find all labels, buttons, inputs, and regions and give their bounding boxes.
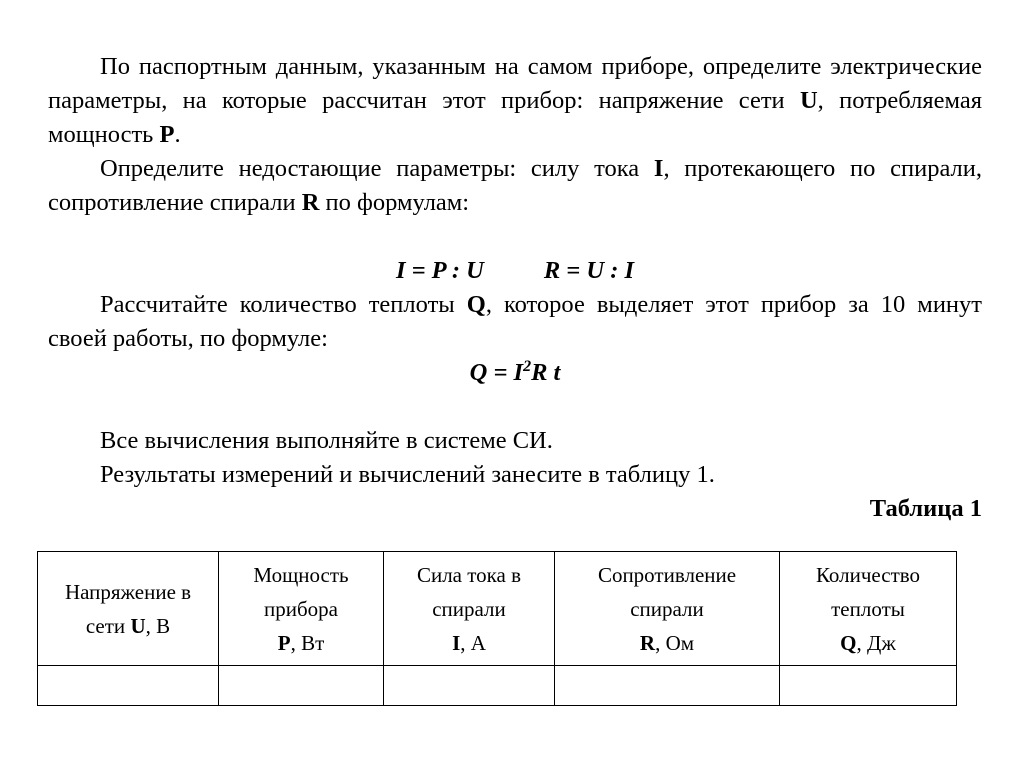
header-power	[219, 552, 384, 666]
paragraph-si: Все вычисления выполняйте в системе СИ.	[100, 427, 553, 454]
text-fragment: Рассчитайте количество теплоты	[100, 291, 467, 318]
header-voltage	[38, 552, 219, 666]
header-heat	[780, 552, 957, 666]
formulas-current-resistance	[48, 254, 982, 288]
header-symbol: Q	[840, 630, 857, 655]
cell-current-value[interactable]	[384, 666, 555, 706]
results-table	[37, 551, 957, 706]
header-unit: , А	[460, 630, 486, 655]
spacer	[48, 390, 982, 424]
symbol-power: P	[159, 121, 175, 148]
symbol-heat: Q	[466, 291, 486, 318]
formula-current: I = P : U	[395, 257, 484, 284]
formula-exponent: 2	[523, 357, 532, 375]
text-fragment: по формулам:	[319, 189, 470, 216]
header-text: теплоты	[831, 596, 905, 621]
table-row	[38, 666, 957, 706]
header-text: Напряжение в	[64, 579, 192, 604]
cell-heat-value[interactable]	[780, 666, 957, 706]
header-text: Количество	[815, 562, 921, 587]
header-unit: , Ом	[655, 630, 695, 655]
header-text	[219, 626, 383, 660]
text-fragment: , протекающего по спирали, сопротивление спирали	[48, 155, 982, 216]
header-text: прибора	[264, 596, 338, 621]
header-text	[555, 626, 779, 660]
formula-heat-part: Q = I	[469, 359, 524, 386]
formula-heat-part: R t	[531, 359, 561, 386]
header-current	[384, 552, 555, 666]
header-symbol: I	[452, 630, 461, 655]
text-fragment: , потребляемая мощность	[48, 87, 982, 148]
header-text: спирали	[630, 596, 704, 621]
header-symbol: U	[130, 613, 146, 638]
text-fragment: По паспортным данным, указанным на самом приборе, определите электрические параметры, на которые рассчитан этот прибор: напряжение сети	[48, 53, 982, 114]
document-page	[48, 50, 982, 526]
symbol-current: I	[653, 155, 664, 182]
paragraph-results: Результаты измерений и вычислений занесите в таблицу 1.	[100, 461, 715, 488]
header-symbol: R	[639, 630, 656, 655]
text-fragment: , которое выделяет этот прибор за 10 минут своей работы, по формуле:	[48, 291, 982, 352]
header-unit: , Дж	[856, 630, 896, 655]
paragraph-heat	[48, 288, 982, 356]
cell-voltage-value[interactable]	[38, 666, 219, 706]
formula-heat	[48, 356, 982, 390]
header-text: Сила тока в	[416, 562, 522, 587]
header-text	[780, 626, 956, 660]
table-header-row	[38, 552, 957, 666]
paragraph-missing-params	[48, 152, 982, 220]
table-caption: Таблица 1	[869, 495, 982, 522]
header-text: Мощность	[253, 562, 349, 587]
header-text	[38, 609, 218, 643]
formula-resistance: R = U : I	[543, 257, 635, 284]
header-unit: , В	[145, 613, 171, 638]
header-resistance	[555, 552, 780, 666]
header-unit: , Вт	[290, 630, 325, 655]
header-text	[384, 626, 554, 660]
header-text: сети	[85, 613, 131, 638]
text-fragment: Определите недостающие параметры: силу тока	[100, 155, 654, 182]
symbol-voltage: U	[799, 87, 818, 114]
cell-power-value[interactable]	[219, 666, 384, 706]
spacer	[48, 220, 982, 254]
header-text: спирали	[432, 596, 506, 621]
header-text: Сопротивление	[597, 562, 737, 587]
text-fragment: .	[174, 121, 181, 148]
cell-resistance-value[interactable]	[555, 666, 780, 706]
header-symbol: P	[277, 630, 291, 655]
symbol-resistance: R	[301, 189, 320, 216]
paragraph-passport-data	[48, 50, 982, 152]
